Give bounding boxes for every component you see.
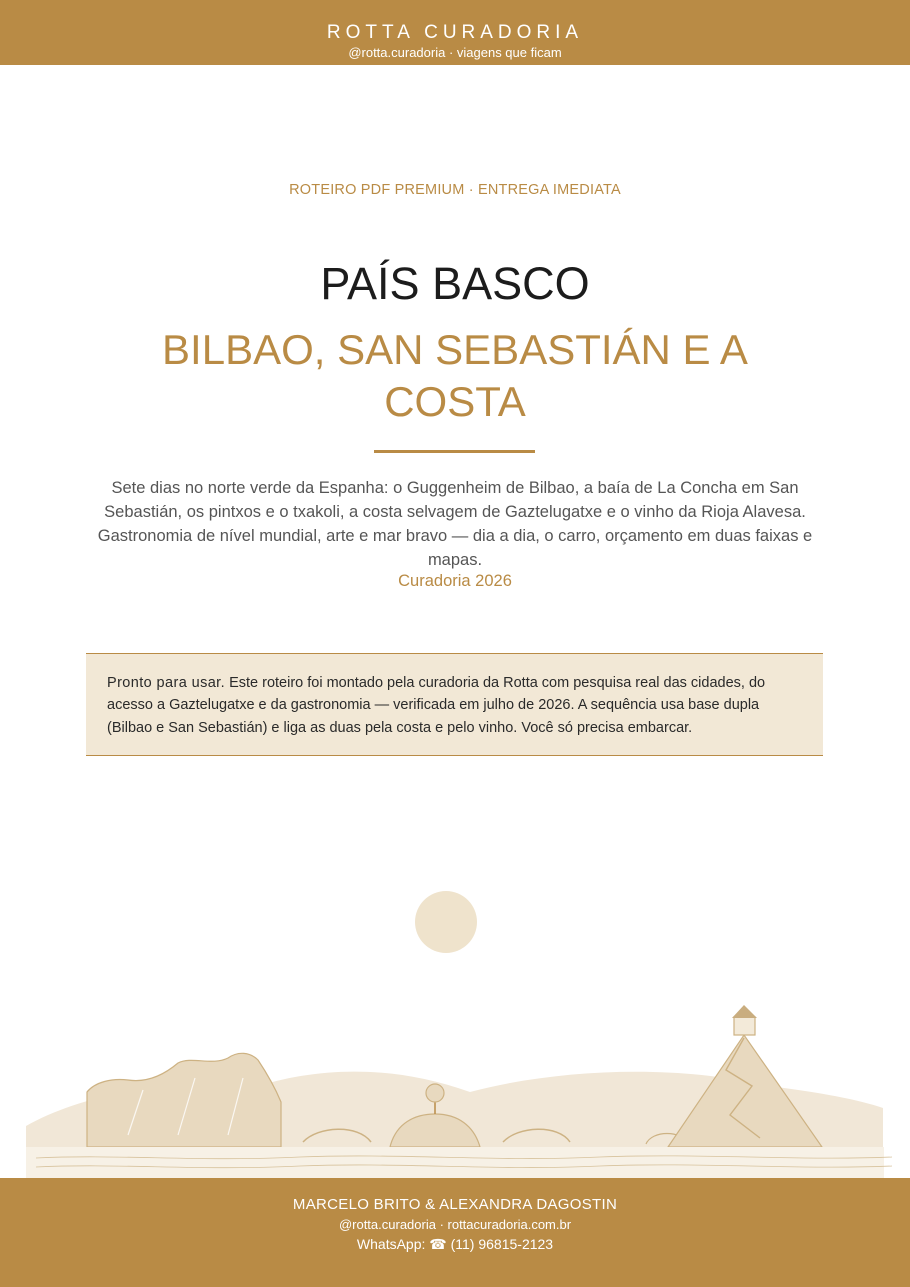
title-divider xyxy=(374,450,535,453)
buoy-icon xyxy=(426,1084,444,1102)
basque-landscape-illustration xyxy=(0,880,910,1180)
sun-icon xyxy=(415,891,477,953)
brand-handle: @rotta.curadoria · viagens que ficam xyxy=(348,45,562,60)
authors: MARCELO BRITO & ALEXANDRA DAGOSTIN xyxy=(292,1196,618,1213)
hermitage-roof-icon xyxy=(732,1005,757,1018)
footer-banner xyxy=(0,1178,910,1287)
brand-name: ROTTA CURADORIA xyxy=(326,22,584,43)
sea-strip xyxy=(26,1147,884,1178)
notice-body: Este roteiro foi montado pela curadoria da Rotta com pesquisa real das cidades, do acesso a Gaztelugatxe e da gastronomia — verificada em julho de 2026. A sequência usa base dupla (Bilbao e San Sebastián) e liga as duas pela costa e pelo vinho. Você só precisa embarcar. xyxy=(107,675,766,736)
guggenheim-icon xyxy=(87,1053,281,1147)
whatsapp-contact: WhatsApp: ☎ (11) 96815-2123 xyxy=(356,1236,554,1252)
cover-kicker: ROTEIRO PDF PREMIUM · ENTREGA IMEDIATA xyxy=(289,182,621,198)
cover-title: PAÍS BASCO xyxy=(320,258,590,309)
cover-subtitle: BILBAO, SAN SEBASTIÁN E A COSTA xyxy=(162,326,748,425)
cover-description: Sete dias no norte verde da Espanha: o Guggenheim de Bilbao, a baía de La Concha em San Sebastián, os pintxos e o txakoli, a costa selvagem de Gaztelugatxe e o vinho da Rioja Alavesa. Gastronomia de nível mundial, arte e mar bravo — dia a dia, o carro, orçamento em duas faixas e mapas. xyxy=(97,479,813,569)
footer-links: @rotta.curadoria · rottacuradoria.com.br xyxy=(338,1217,572,1232)
top-banner xyxy=(0,0,910,65)
edition-label: Curadoria 2026 xyxy=(398,572,512,590)
ready-notice xyxy=(86,653,823,756)
notice-lead: Pronto para usar. xyxy=(107,675,226,691)
hermitage-icon xyxy=(734,1017,755,1035)
